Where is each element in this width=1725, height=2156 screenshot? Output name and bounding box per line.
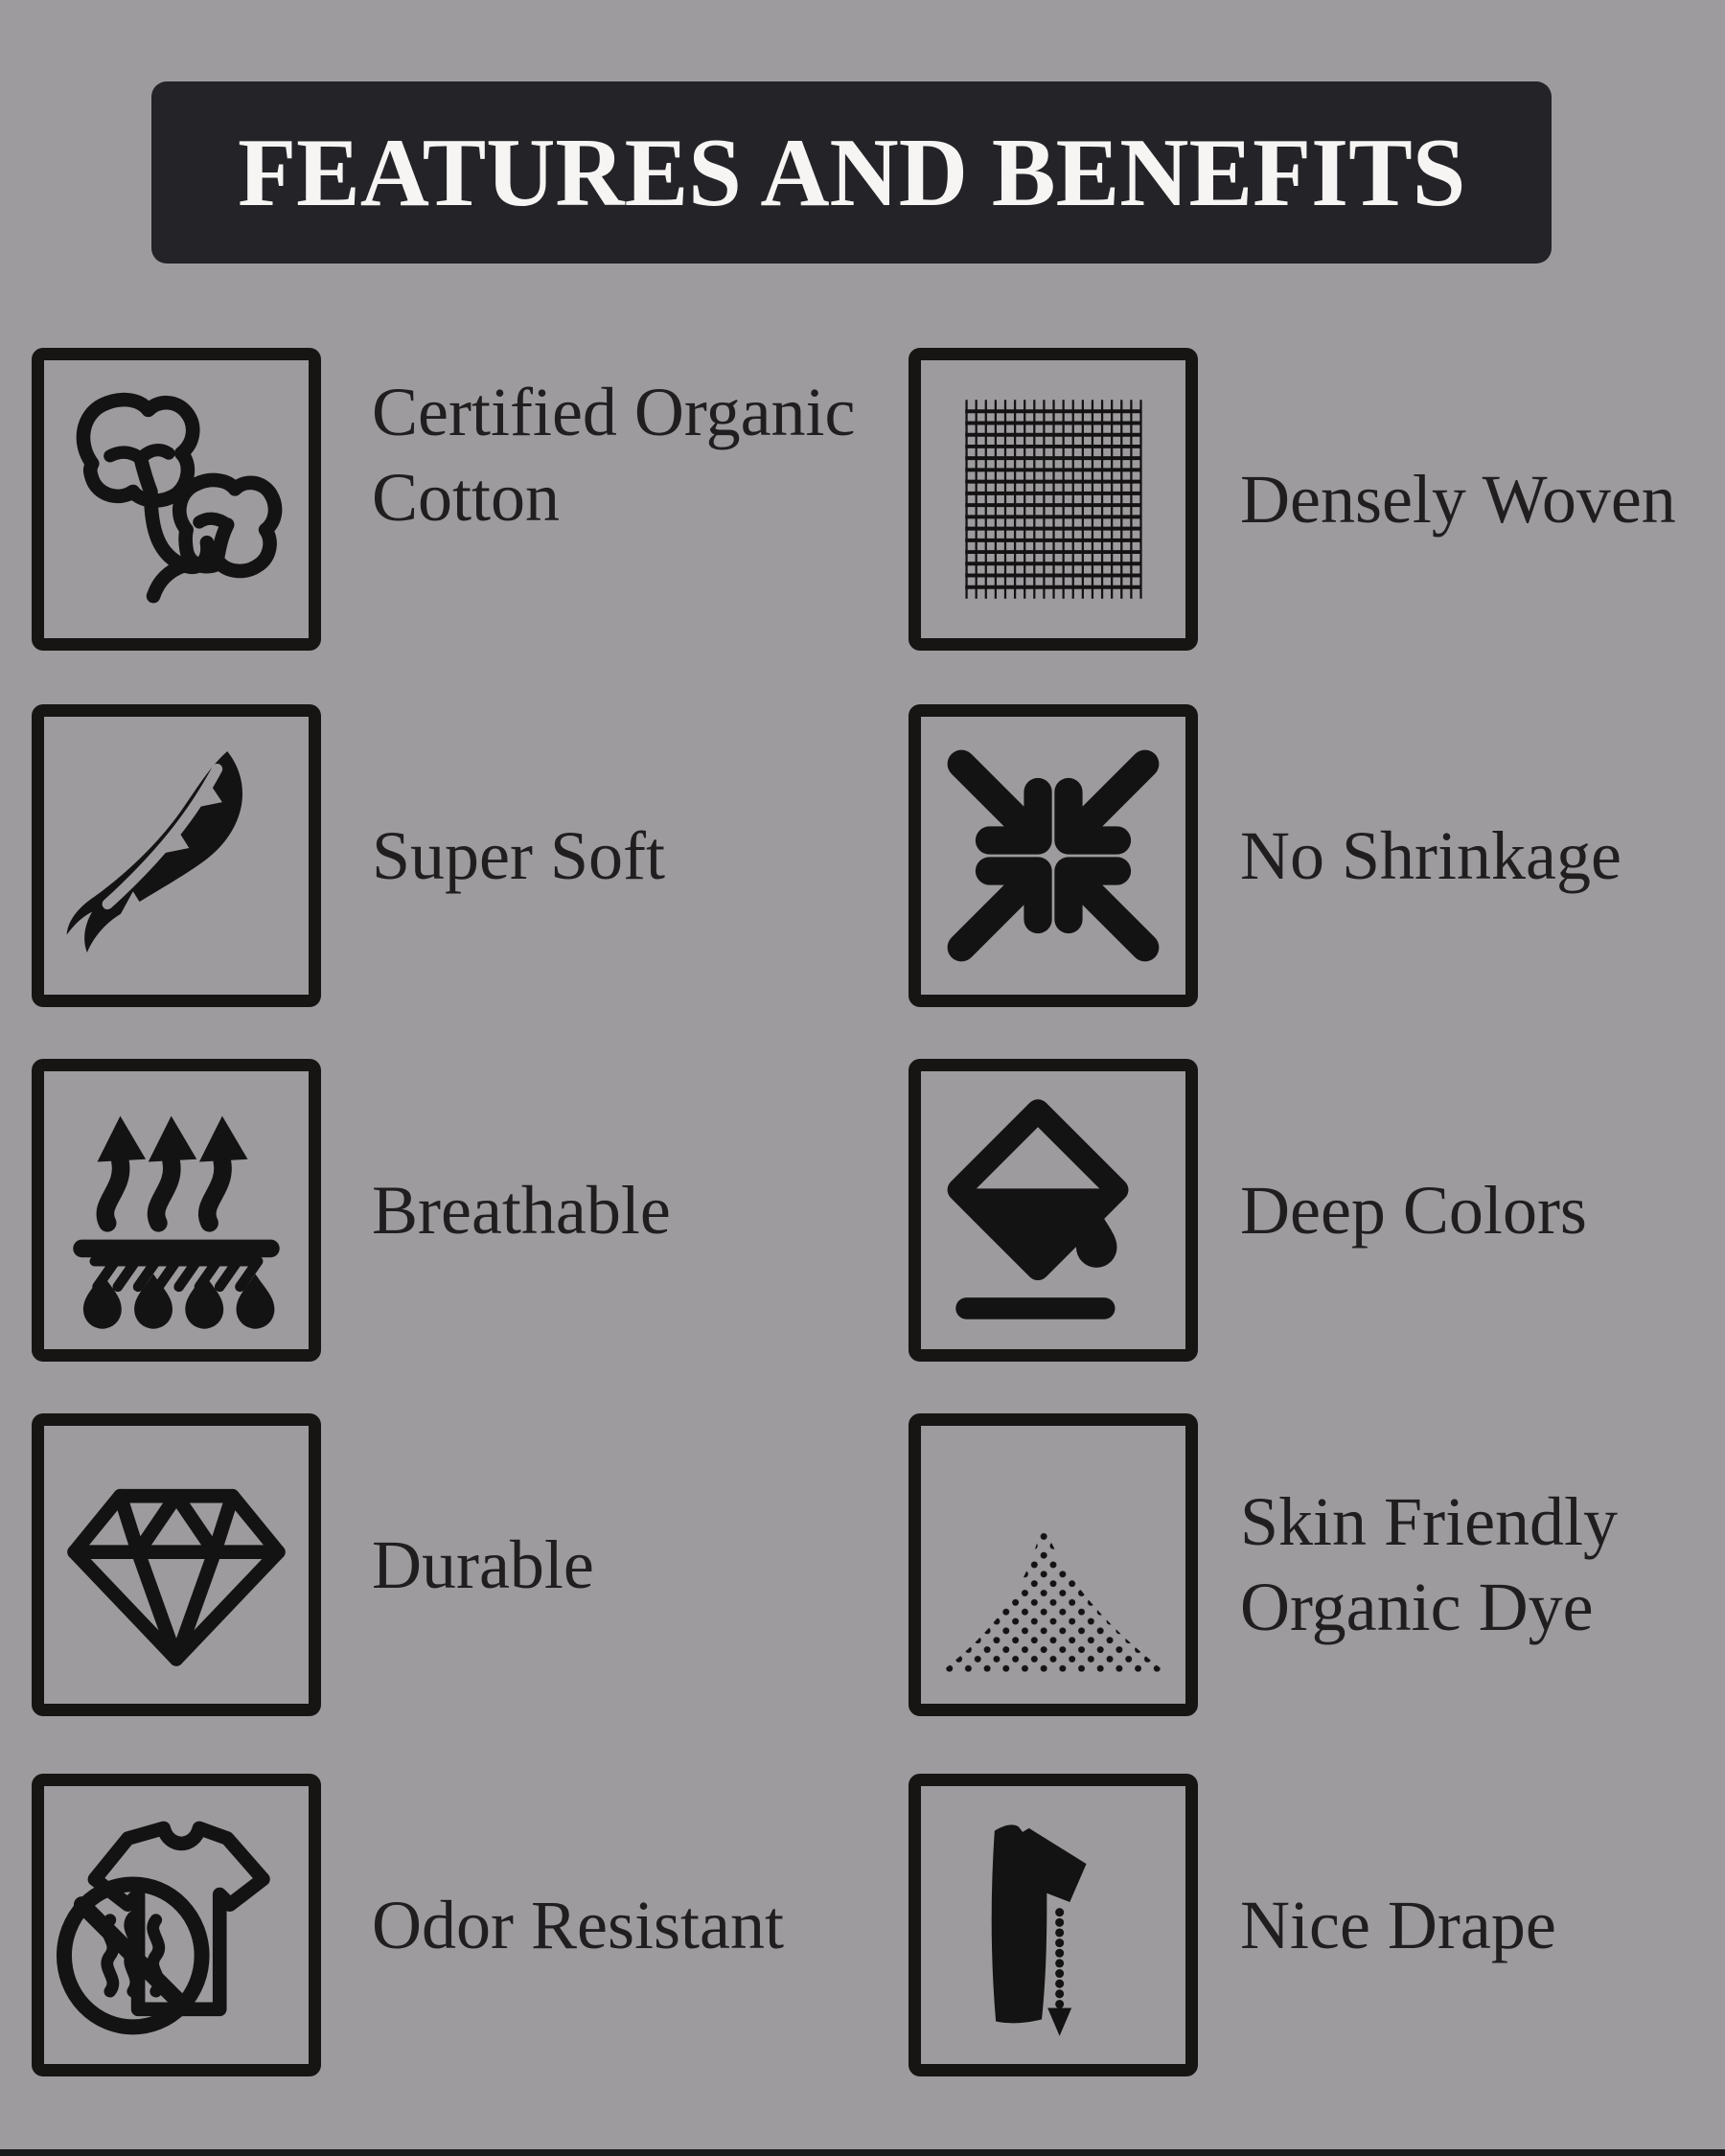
dye-pour-icon <box>926 1076 1181 1344</box>
cotton-flower-icon-box <box>32 348 321 651</box>
weave-grid-icon-box <box>908 348 1198 651</box>
page-title: FEATURES AND BENEFITS <box>237 118 1466 227</box>
moisture-vapor-icon-box <box>32 1059 321 1362</box>
cotton-flower-icon <box>49 365 304 633</box>
no-odor-shirt-icon-box <box>32 1774 321 2076</box>
header-bar <box>151 81 1552 264</box>
dye-powder-pile-icon-box <box>908 1413 1198 1716</box>
feature-cell-nice-drape <box>908 1774 1725 2076</box>
feature-label: Durable <box>372 1525 594 1603</box>
feature-label: Certified Organic Cotton <box>372 374 856 536</box>
feather-icon <box>49 722 304 990</box>
drape-shirt-icon <box>926 1791 1181 2059</box>
feature-label: Skin Friendly Organic Dye <box>1240 1483 1619 1645</box>
feature-cell-certified-organic-cotton <box>32 348 947 651</box>
feature-cell-densely-woven <box>908 348 1725 651</box>
feature-cell-deep-colors <box>908 1059 1725 1362</box>
feather-icon-box <box>32 704 321 1007</box>
weave-grid-icon <box>926 365 1181 633</box>
feature-label: Super Soft <box>372 816 665 894</box>
feature-cell-super-soft <box>32 704 947 1007</box>
feature-label: Odor Resistant <box>372 1886 784 1963</box>
feature-cell-breathable <box>32 1059 947 1362</box>
moisture-vapor-icon <box>49 1076 304 1344</box>
diamond-gem-icon-box <box>32 1413 321 1716</box>
feature-label: Nice Drape <box>1240 1886 1556 1963</box>
drape-shirt-icon-box <box>908 1774 1198 2076</box>
no-odor-shirt-icon <box>49 1791 304 2059</box>
feature-label: Deep Colors <box>1240 1171 1587 1249</box>
feature-cell-durable <box>32 1413 947 1716</box>
diamond-gem-icon <box>49 1431 304 1699</box>
dye-pour-icon-box <box>908 1059 1198 1362</box>
bottom-divider <box>0 2149 1725 2156</box>
dye-powder-pile-icon <box>926 1431 1181 1699</box>
compress-arrows-icon-box <box>908 704 1198 1007</box>
feature-cell-no-shrinkage <box>908 704 1725 1007</box>
feature-cell-odor-resistant <box>32 1774 947 2076</box>
feature-cell-skin-friendly-organic-dye <box>908 1413 1725 1716</box>
feature-label: Breathable <box>372 1171 671 1249</box>
feature-label: No Shrinkage <box>1240 816 1622 894</box>
feature-label: Densely Woven <box>1240 460 1676 538</box>
compress-arrows-icon <box>926 722 1181 990</box>
